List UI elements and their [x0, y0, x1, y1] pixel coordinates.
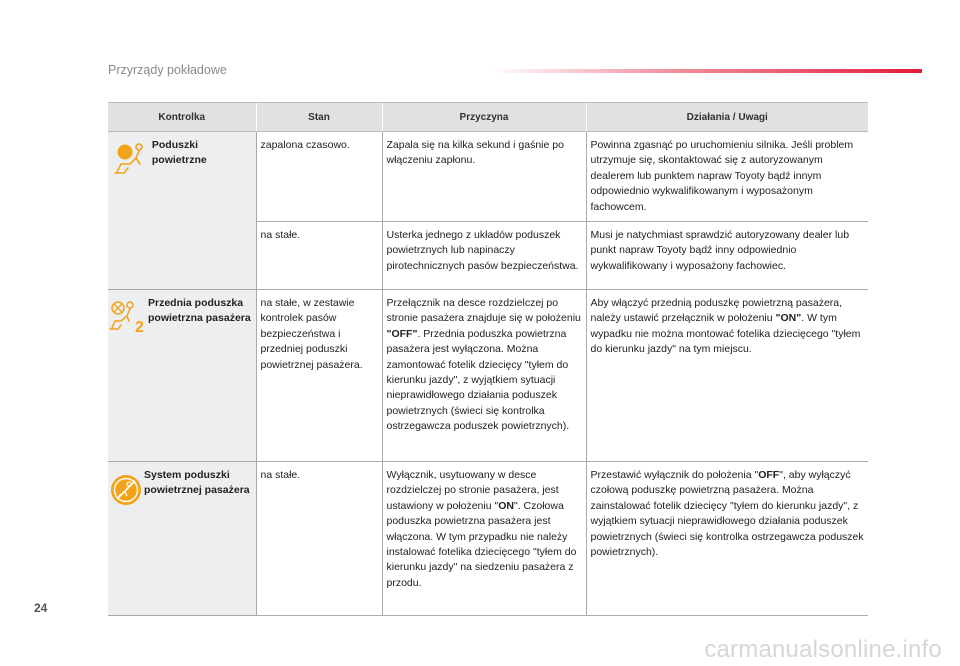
state-cell: na stałe, w zestawie kontrolek pasów bezpieczeństwa i przedniej poduszki powietrznej pasażera.: [256, 290, 382, 462]
column-header-action: Działania / Uwagi: [586, 103, 868, 132]
warning-lamps-table: [108, 102, 868, 616]
passenger-airbag-system-icon: [108, 468, 144, 508]
cause-text: Przełącznik na desce rozdzielczej po stronie pasażera znajduje się w położeniu: [386, 297, 581, 325]
cause-cell: [382, 462, 586, 616]
lamp-name: Poduszki powietrzne: [151, 139, 207, 167]
column-header-lamp: Kontrolka: [108, 103, 256, 132]
cause-cell: [382, 290, 586, 462]
passenger-airbag-off-icon: [108, 296, 148, 336]
action-text: Przestawić wyłącznik do położenia ": [590, 469, 759, 482]
page-number: 24: [34, 601, 48, 615]
lamp-cell: [108, 290, 256, 462]
cause-switch-value: ON: [498, 499, 514, 512]
action-text: . W tym wypadku nie można montować fotelika dziecięcego "tyłem do kierunku jazdy" na tym miejscu.: [590, 312, 861, 356]
action-text: ", aby wyłączyć czołową poduszkę powietrzną pasażera. Można zainstalować fotelik dziecięcy "tyłem do kierunku jazdy", z wyjątkiem sytuacji nieprawidłowego działania poduszek powietrznych (świeci się kontrolka ostrzegawcza poduszek powietrznych).: [590, 469, 864, 559]
table-row: [108, 462, 868, 616]
cause-cell: Zapala się na kilka sekund i gaśnie po włączeniu zapłonu.: [382, 132, 586, 222]
table-row: [108, 132, 868, 222]
cause-text: . Przednia poduszka powietrzna pasażera jest wyłączona. Można zamontować fotelik dziecięcy "tyłem do kierunku jazdy", z wyjątkiem sytuacji nieprawidłowego działania poduszek powietrznych (świeci się kontrolka ostrzegawcza poduszek powietrznych).: [386, 327, 570, 433]
cause-text: Wyłącznik, usytuowany w desce rozdzielczej po stronie pasażera, jest ustawiony w położeniu ": [386, 469, 559, 512]
table-header-row: [108, 103, 868, 132]
lamp-name: System poduszki powietrznej pasażera: [144, 469, 250, 497]
page-header-title: Przyrządy pokładowe: [108, 63, 227, 77]
lamp-name: Przednia poduszka powietrzna pasażera: [148, 297, 251, 325]
svg-text:2: 2: [135, 319, 144, 337]
state-cell: na stałe.: [256, 222, 382, 290]
cause-cell: Usterka jednego z układów poduszek powietrznych lub napinaczy pirotechnicznych pasów bezpieczeństwa.: [382, 222, 586, 290]
action-cell: [586, 290, 868, 462]
action-switch-value: "ON": [775, 312, 802, 325]
cause-switch-value: "OFF": [386, 327, 418, 340]
header-accent-rule: [490, 69, 922, 73]
watermark: carmanualsonline.info: [704, 636, 942, 663]
airbag-icon: [108, 138, 152, 178]
column-header-state: Stan: [256, 103, 382, 132]
lamp-cell: [108, 132, 256, 290]
state-cell: na stałe.: [256, 462, 382, 616]
action-cell: [586, 462, 868, 616]
cause-text: ". Czołowa poduszka powietrzna pasażera jest włączona. W tym przypadku nie należy instalować fotelika dziecięcego "tyłem do kierunku jazdy" na siedzeniu pasażera z przodu.: [386, 499, 577, 589]
table-row: [108, 290, 868, 462]
action-switch-value: OFF: [758, 469, 780, 482]
lamp-cell: [108, 462, 256, 616]
action-cell: Powinna zgasnąć po uruchomieniu silnika. Jeśli problem utrzymuje się, skontaktować się z autoryzowanym dealerem lub punktem napraw Toyoty bądź innym odpowiednio wykwalifikowanym i wyposażonym fachowcem.: [586, 132, 868, 222]
column-header-cause: Przyczyna: [382, 103, 586, 132]
action-text: Aby włączyć przednią poduszkę powietrzną pasażera, należy ustawić przełącznik w położeniu: [590, 297, 843, 325]
action-cell: Musi je natychmiast sprawdzić autoryzowany dealer lub punkt napraw Toyoty bądź inny odpowiednio wykwalifikowany i wyposażony fachowiec.: [586, 222, 868, 290]
state-cell: zapalona czasowo.: [256, 132, 382, 222]
